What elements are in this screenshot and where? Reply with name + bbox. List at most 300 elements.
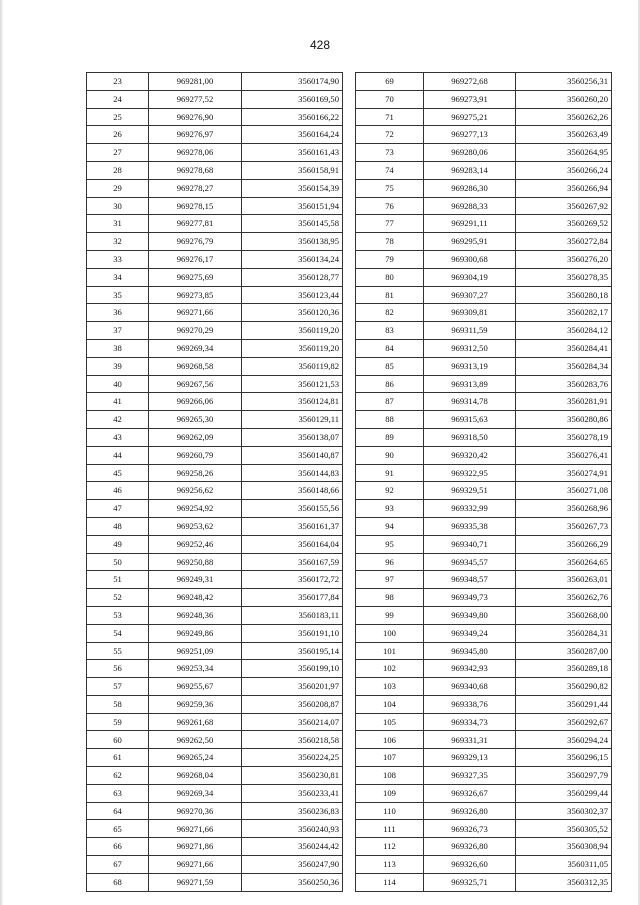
x-coordinate-cell: 969248,36 bbox=[149, 606, 242, 624]
y-coordinate-cell: 3560266,29 bbox=[516, 535, 612, 553]
point-number-cell: 76 bbox=[356, 197, 424, 215]
table-row bbox=[87, 802, 343, 820]
table-row bbox=[87, 197, 343, 215]
x-coordinate-cell: 969248,42 bbox=[149, 589, 242, 607]
point-number-cell: 99 bbox=[356, 606, 424, 624]
x-coordinate-cell: 969267,56 bbox=[149, 375, 242, 393]
table-row bbox=[356, 873, 612, 891]
x-coordinate-cell: 969345,57 bbox=[424, 553, 516, 571]
table-row bbox=[356, 642, 612, 660]
y-coordinate-cell: 3560276,20 bbox=[516, 250, 612, 268]
x-coordinate-cell: 969256,62 bbox=[149, 482, 242, 500]
y-coordinate-cell: 3560296,15 bbox=[516, 749, 612, 767]
y-coordinate-cell: 3560290,82 bbox=[516, 678, 612, 696]
table-row bbox=[87, 571, 343, 589]
point-number-cell: 72 bbox=[356, 126, 424, 144]
table-row bbox=[356, 571, 612, 589]
point-number-cell: 36 bbox=[87, 304, 149, 322]
y-coordinate-cell: 3560128,77 bbox=[242, 268, 343, 286]
point-number-cell: 48 bbox=[87, 517, 149, 535]
x-coordinate-cell: 969270,29 bbox=[149, 322, 242, 340]
x-coordinate-cell: 969277,81 bbox=[149, 215, 242, 233]
y-coordinate-cell: 3560134,24 bbox=[242, 250, 343, 268]
x-coordinate-cell: 969252,46 bbox=[149, 535, 242, 553]
point-number-cell: 55 bbox=[87, 642, 149, 660]
coordinates-table-left bbox=[86, 72, 343, 892]
x-coordinate-cell: 969253,62 bbox=[149, 517, 242, 535]
y-coordinate-cell: 3560311,05 bbox=[516, 856, 612, 874]
x-coordinate-cell: 969295,91 bbox=[424, 233, 516, 251]
y-coordinate-cell: 3560236,83 bbox=[242, 802, 343, 820]
point-number-cell: 63 bbox=[87, 784, 149, 802]
table-row bbox=[87, 856, 343, 874]
y-coordinate-cell: 3560291,44 bbox=[516, 695, 612, 713]
x-coordinate-cell: 969340,68 bbox=[424, 678, 516, 696]
y-coordinate-cell: 3560302,37 bbox=[516, 802, 612, 820]
y-coordinate-cell: 3560263,49 bbox=[516, 126, 612, 144]
x-coordinate-cell: 969311,59 bbox=[424, 322, 516, 340]
table-row bbox=[356, 233, 612, 251]
x-coordinate-cell: 969332,99 bbox=[424, 500, 516, 518]
point-number-cell: 27 bbox=[87, 144, 149, 162]
y-coordinate-cell: 3560123,44 bbox=[242, 286, 343, 304]
x-coordinate-cell: 969276,97 bbox=[149, 126, 242, 144]
table-row bbox=[87, 339, 343, 357]
table-row bbox=[356, 749, 612, 767]
table-row bbox=[87, 678, 343, 696]
y-coordinate-cell: 3560148,66 bbox=[242, 482, 343, 500]
table-row bbox=[356, 535, 612, 553]
x-coordinate-cell: 969315,63 bbox=[424, 411, 516, 429]
point-number-cell: 52 bbox=[87, 589, 149, 607]
table-row bbox=[356, 339, 612, 357]
table-row bbox=[87, 873, 343, 891]
point-number-cell: 43 bbox=[87, 428, 149, 446]
y-coordinate-cell: 3560138,95 bbox=[242, 233, 343, 251]
y-coordinate-cell: 3560289,18 bbox=[516, 660, 612, 678]
table-row bbox=[356, 713, 612, 731]
y-coordinate-cell: 3560129,11 bbox=[242, 411, 343, 429]
point-number-cell: 44 bbox=[87, 446, 149, 464]
y-coordinate-cell: 3560264,95 bbox=[516, 144, 612, 162]
y-coordinate-cell: 3560161,43 bbox=[242, 144, 343, 162]
point-number-cell: 92 bbox=[356, 482, 424, 500]
x-coordinate-cell: 969307,27 bbox=[424, 286, 516, 304]
y-coordinate-cell: 3560297,79 bbox=[516, 767, 612, 785]
y-coordinate-cell: 3560276,41 bbox=[516, 446, 612, 464]
x-coordinate-cell: 969326,80 bbox=[424, 802, 516, 820]
x-coordinate-cell: 969309,81 bbox=[424, 304, 516, 322]
y-coordinate-cell: 3560166,22 bbox=[242, 108, 343, 126]
point-number-cell: 58 bbox=[87, 695, 149, 713]
point-number-cell: 102 bbox=[356, 660, 424, 678]
point-number-cell: 81 bbox=[356, 286, 424, 304]
point-number-cell: 51 bbox=[87, 571, 149, 589]
y-coordinate-cell: 3560278,35 bbox=[516, 268, 612, 286]
point-number-cell: 28 bbox=[87, 161, 149, 179]
y-coordinate-cell: 3560294,24 bbox=[516, 731, 612, 749]
x-coordinate-cell: 969265,24 bbox=[149, 749, 242, 767]
point-number-cell: 35 bbox=[87, 286, 149, 304]
y-coordinate-cell: 3560284,34 bbox=[516, 357, 612, 375]
y-coordinate-cell: 3560164,04 bbox=[242, 535, 343, 553]
point-number-cell: 37 bbox=[87, 322, 149, 340]
y-coordinate-cell: 3560308,94 bbox=[516, 838, 612, 856]
table-row bbox=[356, 784, 612, 802]
point-number-cell: 25 bbox=[87, 108, 149, 126]
point-number-cell: 75 bbox=[356, 179, 424, 197]
y-coordinate-cell: 3560262,26 bbox=[516, 108, 612, 126]
y-coordinate-cell: 3560287,00 bbox=[516, 642, 612, 660]
table-row bbox=[87, 784, 343, 802]
y-coordinate-cell: 3560240,93 bbox=[242, 820, 343, 838]
x-coordinate-cell: 969313,19 bbox=[424, 357, 516, 375]
table-row bbox=[356, 411, 612, 429]
x-coordinate-cell: 969348,57 bbox=[424, 571, 516, 589]
point-number-cell: 74 bbox=[356, 161, 424, 179]
table-row bbox=[356, 268, 612, 286]
y-coordinate-cell: 3560250,36 bbox=[242, 873, 343, 891]
x-coordinate-cell: 969278,27 bbox=[149, 179, 242, 197]
x-coordinate-cell: 969272,68 bbox=[424, 73, 516, 91]
table-row bbox=[87, 250, 343, 268]
y-coordinate-cell: 3560145,58 bbox=[242, 215, 343, 233]
x-coordinate-cell: 969265,30 bbox=[149, 411, 242, 429]
point-number-cell: 24 bbox=[87, 90, 149, 108]
table-row bbox=[356, 179, 612, 197]
table-row bbox=[87, 820, 343, 838]
y-coordinate-cell: 3560161,37 bbox=[242, 517, 343, 535]
x-coordinate-cell: 969249,31 bbox=[149, 571, 242, 589]
table-row bbox=[356, 73, 612, 91]
table-row bbox=[87, 108, 343, 126]
y-coordinate-cell: 3560199,10 bbox=[242, 660, 343, 678]
x-coordinate-cell: 969270,36 bbox=[149, 802, 242, 820]
table-row bbox=[356, 286, 612, 304]
table-row bbox=[87, 322, 343, 340]
point-number-cell: 111 bbox=[356, 820, 424, 838]
table-row bbox=[356, 482, 612, 500]
table-row bbox=[87, 144, 343, 162]
point-number-cell: 59 bbox=[87, 713, 149, 731]
point-number-cell: 114 bbox=[356, 873, 424, 891]
point-number-cell: 39 bbox=[87, 357, 149, 375]
point-number-cell: 77 bbox=[356, 215, 424, 233]
table-row bbox=[87, 286, 343, 304]
point-number-cell: 96 bbox=[356, 553, 424, 571]
point-number-cell: 42 bbox=[87, 411, 149, 429]
table-row bbox=[87, 500, 343, 518]
table-row bbox=[87, 428, 343, 446]
x-coordinate-cell: 969314,78 bbox=[424, 393, 516, 411]
table-row bbox=[356, 126, 612, 144]
table-row bbox=[87, 446, 343, 464]
point-number-cell: 78 bbox=[356, 233, 424, 251]
y-coordinate-cell: 3560269,52 bbox=[516, 215, 612, 233]
point-number-cell: 53 bbox=[87, 606, 149, 624]
x-coordinate-cell: 969277,52 bbox=[149, 90, 242, 108]
table-row bbox=[87, 535, 343, 553]
x-coordinate-cell: 969278,15 bbox=[149, 197, 242, 215]
table-row bbox=[87, 749, 343, 767]
x-coordinate-cell: 969320,42 bbox=[424, 446, 516, 464]
x-coordinate-cell: 969269,34 bbox=[149, 339, 242, 357]
x-coordinate-cell: 969304,19 bbox=[424, 268, 516, 286]
table-row bbox=[87, 233, 343, 251]
table-row bbox=[356, 660, 612, 678]
y-coordinate-cell: 3560280,18 bbox=[516, 286, 612, 304]
y-coordinate-cell: 3560167,59 bbox=[242, 553, 343, 571]
point-number-cell: 87 bbox=[356, 393, 424, 411]
y-coordinate-cell: 3560183,11 bbox=[242, 606, 343, 624]
x-coordinate-cell: 969249,86 bbox=[149, 624, 242, 642]
y-coordinate-cell: 3560271,08 bbox=[516, 482, 612, 500]
table-row bbox=[356, 731, 612, 749]
x-coordinate-cell: 969280,06 bbox=[424, 144, 516, 162]
y-coordinate-cell: 3560195,14 bbox=[242, 642, 343, 660]
x-coordinate-cell: 969262,09 bbox=[149, 428, 242, 446]
x-coordinate-cell: 969269,34 bbox=[149, 784, 242, 802]
table-row bbox=[87, 838, 343, 856]
table-row bbox=[356, 393, 612, 411]
table-row bbox=[356, 820, 612, 838]
point-number-cell: 82 bbox=[356, 304, 424, 322]
table-row bbox=[87, 695, 343, 713]
table-row bbox=[356, 606, 612, 624]
x-coordinate-cell: 969253,34 bbox=[149, 660, 242, 678]
y-coordinate-cell: 3560230,81 bbox=[242, 767, 343, 785]
x-coordinate-cell: 969322,95 bbox=[424, 464, 516, 482]
point-number-cell: 64 bbox=[87, 802, 149, 820]
point-number-cell: 46 bbox=[87, 482, 149, 500]
x-coordinate-cell: 969342,93 bbox=[424, 660, 516, 678]
table-row bbox=[356, 767, 612, 785]
x-coordinate-cell: 969286,30 bbox=[424, 179, 516, 197]
y-coordinate-cell: 3560284,12 bbox=[516, 322, 612, 340]
y-coordinate-cell: 3560144,83 bbox=[242, 464, 343, 482]
x-coordinate-cell: 969283,14 bbox=[424, 161, 516, 179]
coordinates-table-right bbox=[355, 72, 612, 892]
point-number-cell: 113 bbox=[356, 856, 424, 874]
y-coordinate-cell: 3560172,72 bbox=[242, 571, 343, 589]
table-row bbox=[87, 553, 343, 571]
y-coordinate-cell: 3560177,84 bbox=[242, 589, 343, 607]
y-coordinate-cell: 3560155,56 bbox=[242, 500, 343, 518]
x-coordinate-cell: 969271,66 bbox=[149, 856, 242, 874]
table-row bbox=[356, 357, 612, 375]
x-coordinate-cell: 969268,58 bbox=[149, 357, 242, 375]
table-row bbox=[87, 606, 343, 624]
y-coordinate-cell: 3560267,92 bbox=[516, 197, 612, 215]
x-coordinate-cell: 969254,92 bbox=[149, 500, 242, 518]
y-coordinate-cell: 3560201,97 bbox=[242, 678, 343, 696]
x-coordinate-cell: 969250,88 bbox=[149, 553, 242, 571]
table-row bbox=[356, 589, 612, 607]
point-number-cell: 31 bbox=[87, 215, 149, 233]
table-row bbox=[87, 713, 343, 731]
table-row bbox=[87, 393, 343, 411]
point-number-cell: 110 bbox=[356, 802, 424, 820]
y-coordinate-cell: 3560283,76 bbox=[516, 375, 612, 393]
point-number-cell: 40 bbox=[87, 375, 149, 393]
y-coordinate-cell: 3560119,20 bbox=[242, 339, 343, 357]
y-coordinate-cell: 3560124,81 bbox=[242, 393, 343, 411]
y-coordinate-cell: 3560274,91 bbox=[516, 464, 612, 482]
y-coordinate-cell: 3560119,20 bbox=[242, 322, 343, 340]
point-number-cell: 49 bbox=[87, 535, 149, 553]
table-row bbox=[356, 802, 612, 820]
x-coordinate-cell: 969277,13 bbox=[424, 126, 516, 144]
table-row bbox=[356, 500, 612, 518]
x-coordinate-cell: 969262,50 bbox=[149, 731, 242, 749]
x-coordinate-cell: 969271,66 bbox=[149, 304, 242, 322]
y-coordinate-cell: 3560266,94 bbox=[516, 179, 612, 197]
point-number-cell: 54 bbox=[87, 624, 149, 642]
y-coordinate-cell: 3560299,44 bbox=[516, 784, 612, 802]
table-row bbox=[87, 73, 343, 91]
y-coordinate-cell: 3560218,58 bbox=[242, 731, 343, 749]
x-coordinate-cell: 969329,51 bbox=[424, 482, 516, 500]
table-row bbox=[356, 90, 612, 108]
point-number-cell: 107 bbox=[356, 749, 424, 767]
x-coordinate-cell: 969255,67 bbox=[149, 678, 242, 696]
point-number-cell: 112 bbox=[356, 838, 424, 856]
table-row bbox=[87, 731, 343, 749]
y-coordinate-cell: 3560305,52 bbox=[516, 820, 612, 838]
x-coordinate-cell: 969329,13 bbox=[424, 749, 516, 767]
y-coordinate-cell: 3560233,41 bbox=[242, 784, 343, 802]
x-coordinate-cell: 969276,17 bbox=[149, 250, 242, 268]
table-row bbox=[87, 642, 343, 660]
table-row bbox=[87, 767, 343, 785]
x-coordinate-cell: 969268,04 bbox=[149, 767, 242, 785]
y-coordinate-cell: 3560268,96 bbox=[516, 500, 612, 518]
point-number-cell: 32 bbox=[87, 233, 149, 251]
point-number-cell: 105 bbox=[356, 713, 424, 731]
y-coordinate-cell: 3560158,91 bbox=[242, 161, 343, 179]
point-number-cell: 79 bbox=[356, 250, 424, 268]
table-row bbox=[87, 90, 343, 108]
table-row bbox=[87, 126, 343, 144]
y-coordinate-cell: 3560284,41 bbox=[516, 339, 612, 357]
x-coordinate-cell: 969273,85 bbox=[149, 286, 242, 304]
x-coordinate-cell: 969288,33 bbox=[424, 197, 516, 215]
table-row bbox=[356, 161, 612, 179]
x-coordinate-cell: 969334,73 bbox=[424, 713, 516, 731]
point-number-cell: 97 bbox=[356, 571, 424, 589]
point-number-cell: 100 bbox=[356, 624, 424, 642]
point-number-cell: 34 bbox=[87, 268, 149, 286]
point-number-cell: 65 bbox=[87, 820, 149, 838]
y-coordinate-cell: 3560284,31 bbox=[516, 624, 612, 642]
y-coordinate-cell: 3560151,94 bbox=[242, 197, 343, 215]
y-coordinate-cell: 3560169,50 bbox=[242, 90, 343, 108]
x-coordinate-cell: 969313,89 bbox=[424, 375, 516, 393]
point-number-cell: 47 bbox=[87, 500, 149, 518]
table-row bbox=[87, 589, 343, 607]
point-number-cell: 71 bbox=[356, 108, 424, 126]
y-coordinate-cell: 3560191,10 bbox=[242, 624, 343, 642]
point-number-cell: 41 bbox=[87, 393, 149, 411]
table-row bbox=[356, 428, 612, 446]
x-coordinate-cell: 969312,50 bbox=[424, 339, 516, 357]
y-coordinate-cell: 3560138,07 bbox=[242, 428, 343, 446]
table-row bbox=[356, 446, 612, 464]
point-number-cell: 68 bbox=[87, 873, 149, 891]
x-coordinate-cell: 969275,21 bbox=[424, 108, 516, 126]
y-coordinate-cell: 3560280,86 bbox=[516, 411, 612, 429]
x-coordinate-cell: 969259,36 bbox=[149, 695, 242, 713]
table-row bbox=[356, 108, 612, 126]
table-row bbox=[356, 856, 612, 874]
x-coordinate-cell: 969327,35 bbox=[424, 767, 516, 785]
point-number-cell: 86 bbox=[356, 375, 424, 393]
point-number-cell: 60 bbox=[87, 731, 149, 749]
table-row bbox=[356, 215, 612, 233]
y-coordinate-cell: 3560292,67 bbox=[516, 713, 612, 731]
table-row bbox=[356, 322, 612, 340]
table-row bbox=[87, 304, 343, 322]
point-number-cell: 93 bbox=[356, 500, 424, 518]
x-coordinate-cell: 969326,80 bbox=[424, 838, 516, 856]
y-coordinate-cell: 3560281,91 bbox=[516, 393, 612, 411]
point-number-cell: 83 bbox=[356, 322, 424, 340]
table-row bbox=[87, 517, 343, 535]
y-coordinate-cell: 3560119,82 bbox=[242, 357, 343, 375]
x-coordinate-cell: 969273,91 bbox=[424, 90, 516, 108]
table-row bbox=[87, 268, 343, 286]
x-coordinate-cell: 969345,80 bbox=[424, 642, 516, 660]
table-row bbox=[87, 482, 343, 500]
table-row bbox=[356, 678, 612, 696]
y-coordinate-cell: 3560312,35 bbox=[516, 873, 612, 891]
table-row bbox=[87, 179, 343, 197]
y-coordinate-cell: 3560262,76 bbox=[516, 589, 612, 607]
point-number-cell: 88 bbox=[356, 411, 424, 429]
table-row bbox=[87, 660, 343, 678]
point-number-cell: 89 bbox=[356, 428, 424, 446]
point-number-cell: 30 bbox=[87, 197, 149, 215]
x-coordinate-cell: 969278,06 bbox=[149, 144, 242, 162]
x-coordinate-cell: 969271,59 bbox=[149, 873, 242, 891]
point-number-cell: 29 bbox=[87, 179, 149, 197]
x-coordinate-cell: 969281,00 bbox=[149, 73, 242, 91]
x-coordinate-cell: 969271,86 bbox=[149, 838, 242, 856]
x-coordinate-cell: 969331,31 bbox=[424, 731, 516, 749]
x-coordinate-cell: 969261,68 bbox=[149, 713, 242, 731]
y-coordinate-cell: 3560174,90 bbox=[242, 73, 343, 91]
y-coordinate-cell: 3560260,20 bbox=[516, 90, 612, 108]
table-row bbox=[87, 624, 343, 642]
table-row bbox=[87, 357, 343, 375]
point-number-cell: 101 bbox=[356, 642, 424, 660]
y-coordinate-cell: 3560214,07 bbox=[242, 713, 343, 731]
x-coordinate-cell: 969251,09 bbox=[149, 642, 242, 660]
y-coordinate-cell: 3560278,19 bbox=[516, 428, 612, 446]
y-coordinate-cell: 3560263,01 bbox=[516, 571, 612, 589]
point-number-cell: 109 bbox=[356, 784, 424, 802]
y-coordinate-cell: 3560140,87 bbox=[242, 446, 343, 464]
point-number-cell: 69 bbox=[356, 73, 424, 91]
point-number-cell: 26 bbox=[87, 126, 149, 144]
x-coordinate-cell: 969349,24 bbox=[424, 624, 516, 642]
y-coordinate-cell: 3560272,84 bbox=[516, 233, 612, 251]
table-row bbox=[87, 215, 343, 233]
x-coordinate-cell: 969300,68 bbox=[424, 250, 516, 268]
x-coordinate-cell: 969325,71 bbox=[424, 873, 516, 891]
x-coordinate-cell: 969326,60 bbox=[424, 856, 516, 874]
y-coordinate-cell: 3560267,73 bbox=[516, 517, 612, 535]
